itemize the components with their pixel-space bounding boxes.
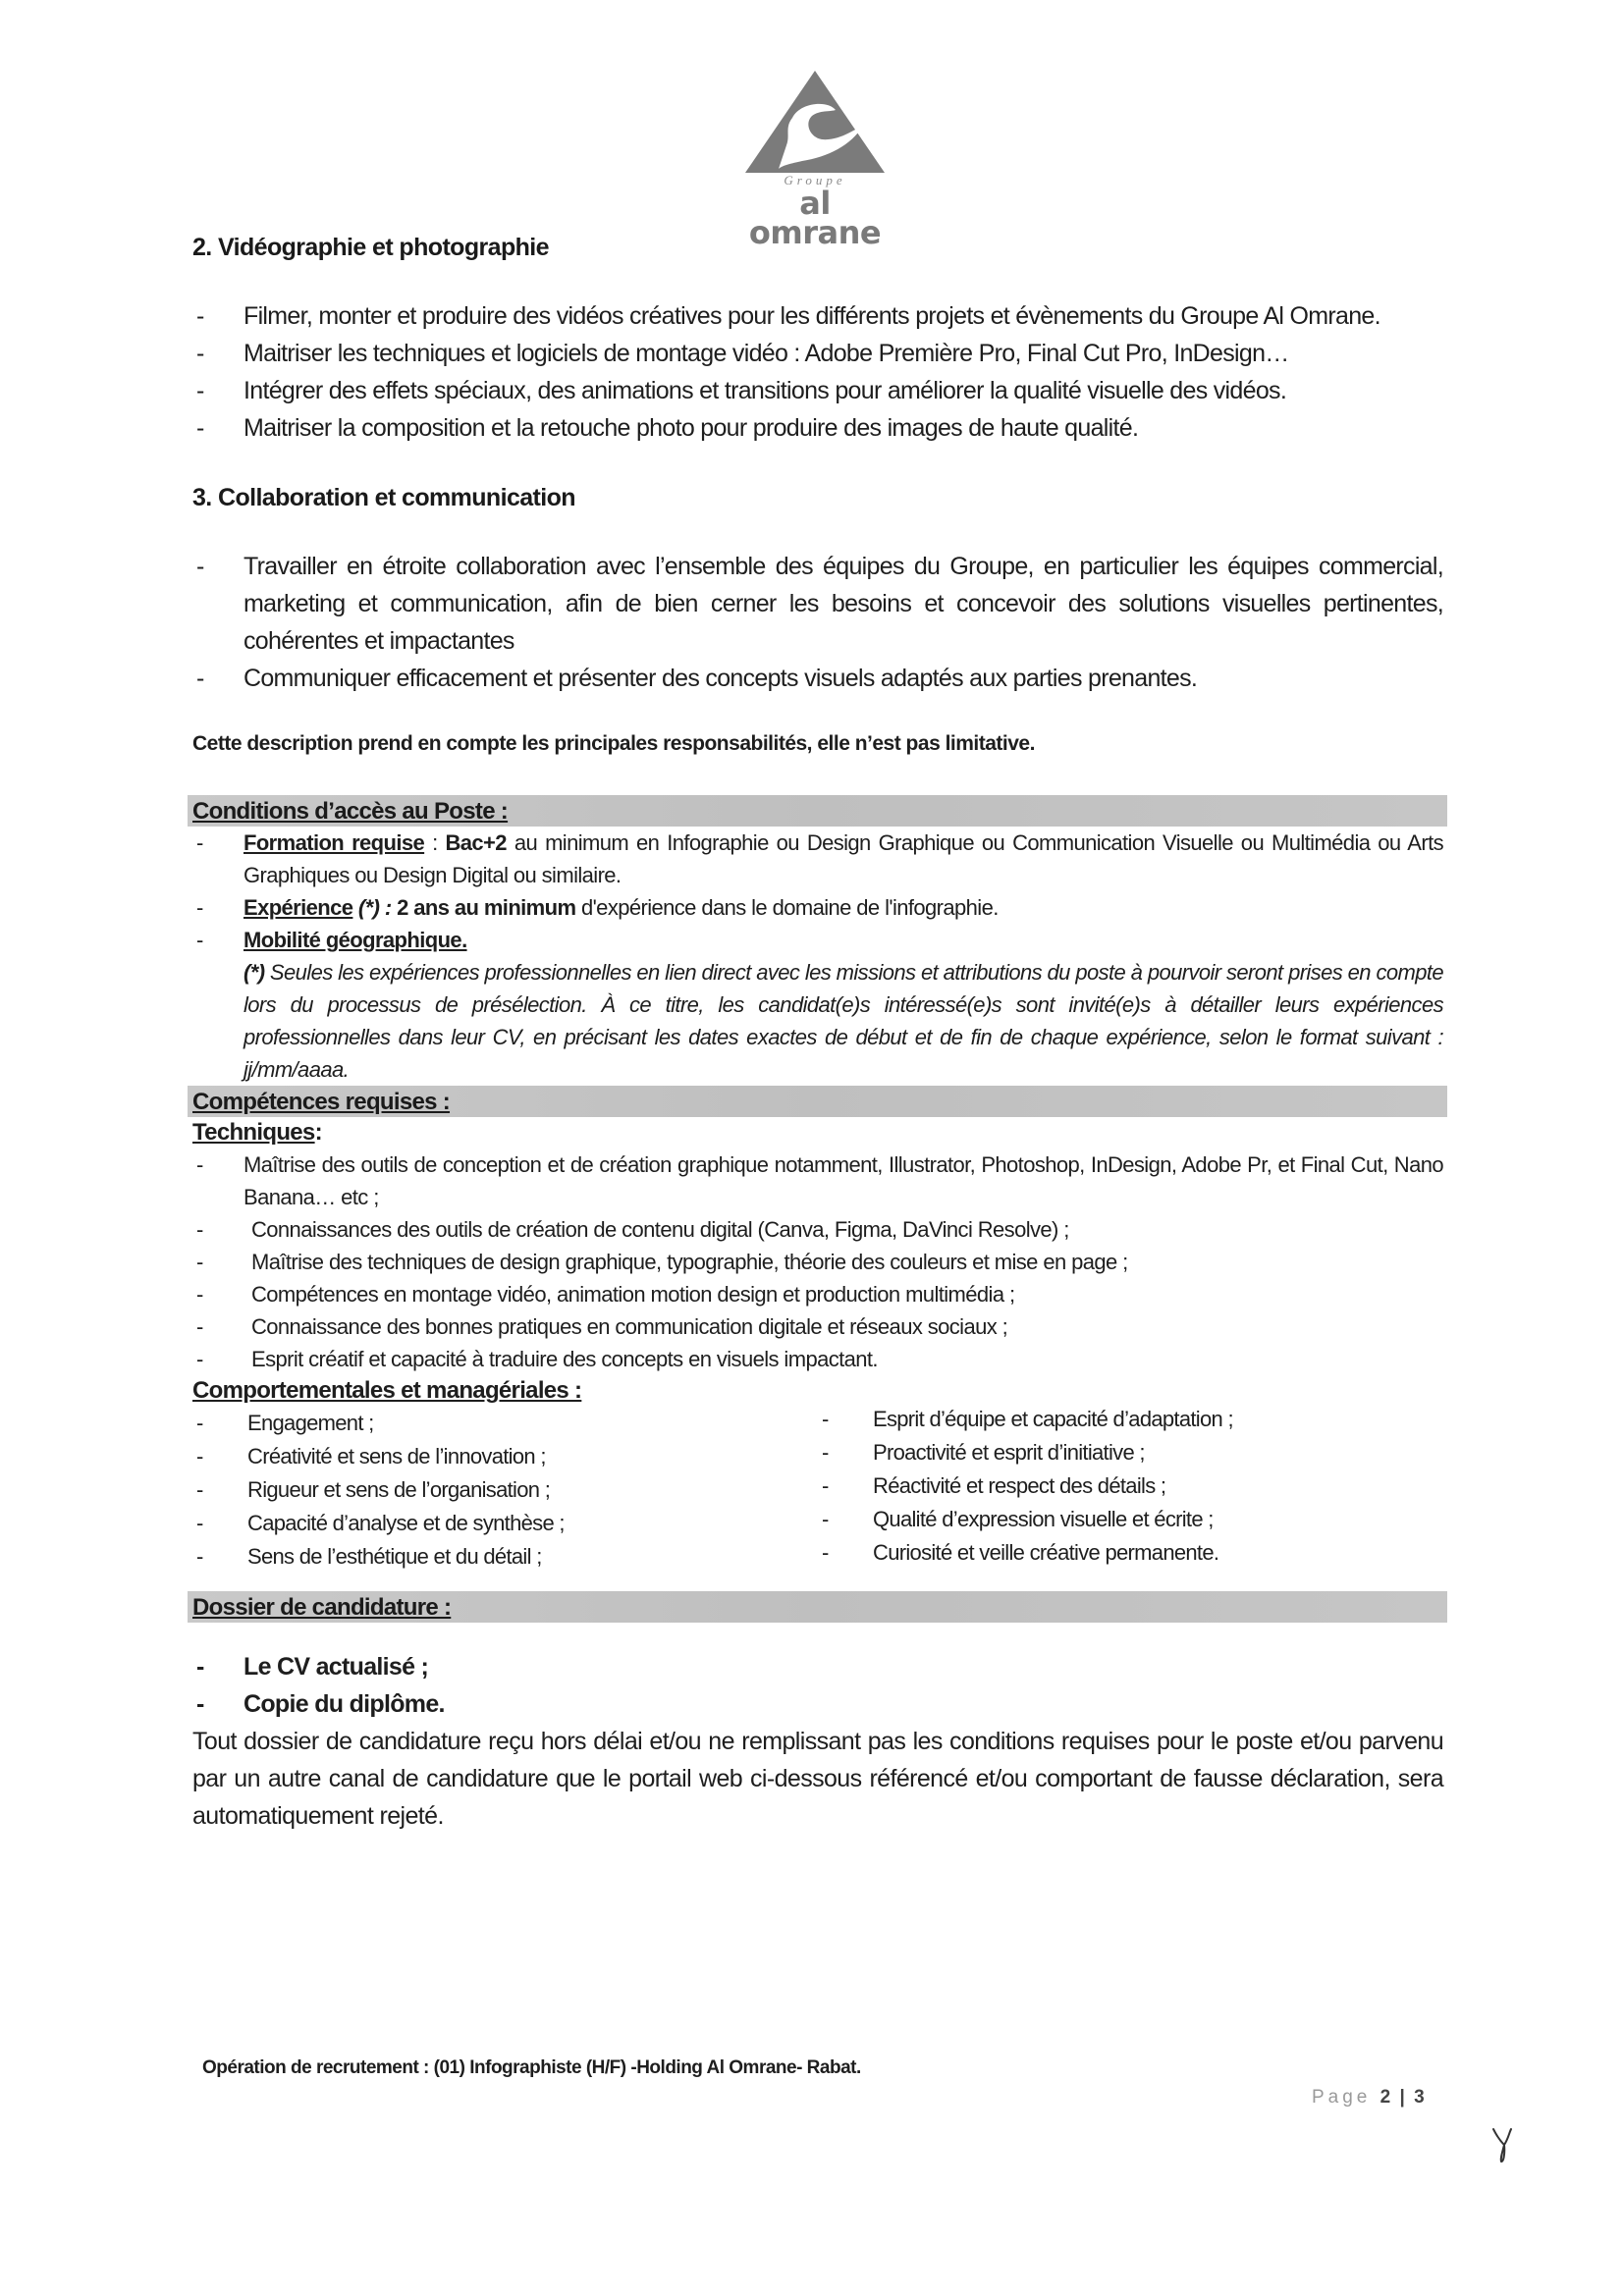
list-item: - Travailler en étroite collaboration avec l’ensemble des équipes du Groupe, en particulier les équipes commercial, marketing et communication, afin de bien cerner les besoins et concevoir des solutions visuelles pertinentes, cohérentes et impactantes xyxy=(192,548,1443,660)
list-item: - Proactivité et esprit d’initiative ; xyxy=(818,1436,1443,1469)
experience-footnote: (*) Seules les expériences professionnelles en lien direct avec les missions et attributions du poste à pourvoir seront prises en compte lors du processus de présélection. À ce titre, les candidat(e)s intéressé(e)s sont invité(e)s à détailler leurs expériences professionnelles dans leur CV, en précisant les dates exactes de début et de fin de chaque expérience, selon le format suivant : jj/mm/aaaa. xyxy=(243,960,1443,1082)
list-item: - Rigueur et sens de l’organisation ; xyxy=(192,1473,818,1507)
bullet: - xyxy=(196,553,204,580)
competences-title: Compétences requises : xyxy=(192,1089,451,1115)
list-item: - Créativité et sens de l’innovation ; xyxy=(192,1440,818,1473)
recruitment-operation-label: Opération de recrutement : (01) Infographiste (H/F) -Holding Al Omrane- Rabat. xyxy=(202,2057,861,2078)
bullet: - xyxy=(196,928,203,952)
bullet: - xyxy=(196,302,204,330)
list-item: - Connaissance des bonnes pratiques en communication digitale et réseaux sociaux ; xyxy=(192,1310,1443,1343)
collaboration-list xyxy=(192,548,1443,697)
list-item: - Maîtrise des techniques de design graphique, typographie, théorie des couleurs et mise en page ; xyxy=(192,1246,1443,1278)
bullet: - xyxy=(822,1473,829,1498)
list-item: - Réactivité et respect des détails ; xyxy=(818,1469,1443,1503)
bullet: - xyxy=(196,1690,204,1718)
comportementales-left-list xyxy=(192,1407,818,1574)
bullet: - xyxy=(196,895,203,920)
comportementales-label: Comportementales et managériales : xyxy=(192,1377,582,1404)
dossier-list xyxy=(192,1648,1443,1723)
bullet: - xyxy=(196,665,204,692)
dossier-paragraph: Tout dossier de candidature reçu hors délai et/ou ne remplissant pas les conditions requises pour le poste et/ou parvenu par un autre canal de candidature que le portail web ci-dessous référencé et/ou comportant de fausse déclaration, sera automatiquement rejeté. xyxy=(192,1728,1443,1830)
list-item: - Communiquer efficacement et présenter des concepts visuels adaptés aux parties prenantes. xyxy=(192,660,1443,697)
bullet: - xyxy=(196,1477,203,1502)
bullet: - xyxy=(196,340,204,367)
logo-groupe-label: Groupe xyxy=(784,173,846,187)
conditions-list xyxy=(192,827,1443,956)
videographie-list xyxy=(192,297,1443,447)
bullet: - xyxy=(196,1653,204,1681)
bullet: - xyxy=(196,1152,203,1177)
company-logo xyxy=(731,67,898,251)
bullet: - xyxy=(822,1540,829,1565)
bullet: - xyxy=(196,1544,203,1569)
bullet: - xyxy=(196,1511,203,1535)
list-item: - Connaissances des outils de création de contenu digital (Canva, Figma, DaVinci Resolve) ; xyxy=(192,1213,1443,1246)
list-item: - Maîtrise des outils de conception et de création graphique notamment, Illustrator, Photoshop, InDesign, Adobe Pr, et Final Cut, Nano Banana… etc ; xyxy=(192,1148,1443,1213)
al-omrane-triangle-logo-icon xyxy=(741,67,889,177)
list-item: - Le CV actualisé ; xyxy=(192,1648,1443,1685)
list-item: - Curiosité et veille créative permanente. xyxy=(818,1536,1443,1570)
comportementales-right-list xyxy=(818,1403,1443,1574)
description-note: Cette description prend en compte les principales responsabilités, elle n’est pas limitative. xyxy=(192,732,1035,755)
handwritten-initial-icon xyxy=(1490,2125,1514,2169)
page-number: Page 2 | 3 xyxy=(1312,2087,1427,2108)
list-item: - Copie du diplôme. xyxy=(192,1685,1443,1723)
bullet: - xyxy=(196,1282,203,1307)
list-item: - Esprit d’équipe et capacité d’adaptation ; xyxy=(818,1403,1443,1436)
document-body xyxy=(192,234,1443,1835)
techniques-label: Techniques: xyxy=(192,1119,322,1146)
techniques-list xyxy=(192,1148,1443,1375)
list-item: - Sens de l’esthétique et du détail ; xyxy=(192,1540,818,1574)
conditions-title: Conditions d’accès au Poste : xyxy=(192,798,509,825)
list-item: - Maitriser la composition et la retouche photo pour produire des images de haute qualité. xyxy=(192,409,1443,447)
bullet: - xyxy=(196,414,204,442)
section-bar-competences xyxy=(188,1086,1447,1117)
section-title-videographie: 2. Vidéographie et photographie xyxy=(192,234,549,261)
bullet: - xyxy=(196,1444,203,1468)
bullet: - xyxy=(196,1250,203,1274)
list-item: - Qualité d’expression visuelle et écrite ; xyxy=(818,1503,1443,1536)
list-item-experience: - Expérience (*) : 2 ans au minimum d'expérience dans le domaine de l'infographie. xyxy=(192,891,1443,924)
list-item: - Capacité d’analyse et de synthèse ; xyxy=(192,1507,818,1540)
bullet: - xyxy=(196,1217,203,1242)
list-item: - Engagement ; xyxy=(192,1407,818,1440)
section-title-collaboration: 3. Collaboration et communication xyxy=(192,484,575,511)
comportementales-columns xyxy=(192,1407,1443,1574)
list-item: - Maitriser les techniques et logiciels de montage vidéo : Adobe Première Pro, Final Cut Pro, InDesign… xyxy=(192,335,1443,372)
list-item: - Filmer, monter et produire des vidéos créatives pour les différents projets et évènements du Groupe Al Omrane. xyxy=(192,297,1443,335)
section-bar-conditions xyxy=(188,795,1447,827)
bullet: - xyxy=(822,1507,829,1531)
list-item: - Intégrer des effets spéciaux, des animations et transitions pour améliorer la qualité visuelle des vidéos. xyxy=(192,372,1443,409)
dossier-title: Dossier de candidature : xyxy=(192,1594,452,1621)
bullet: - xyxy=(822,1440,829,1465)
bullet: - xyxy=(196,377,204,404)
bullet: - xyxy=(196,830,203,855)
list-item-formation: - Formation requise : Bac+2 au minimum en Infographie ou Design Graphique ou Communication Visuelle ou Multimédia ou Arts Graphiques ou Design Digital ou similaire. xyxy=(192,827,1443,891)
logo-brand-name: al omrane xyxy=(748,185,882,251)
bullet: - xyxy=(196,1314,203,1339)
list-item: - Esprit créatif et capacité à traduire des concepts en visuels impactant. xyxy=(192,1343,1443,1375)
list-item-mobilite: - Mobilité géographique. xyxy=(192,924,1443,956)
section-bar-dossier xyxy=(188,1591,1447,1623)
bullet: - xyxy=(196,1347,203,1371)
bullet: - xyxy=(822,1407,829,1431)
list-item: - Compétences en montage vidéo, animation motion design et production multimédia ; xyxy=(192,1278,1443,1310)
bullet: - xyxy=(196,1411,203,1435)
